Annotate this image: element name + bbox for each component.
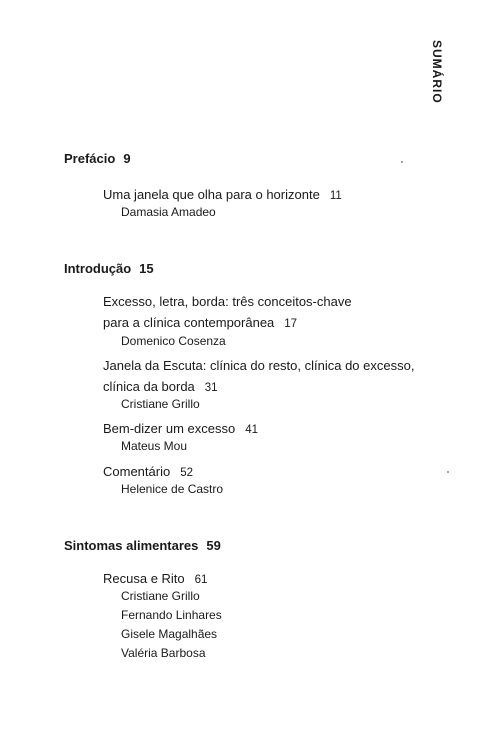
section-heading-introducao (64, 261, 154, 276)
entry-line: Janela da Escuta: clínica do resto, clínica do excesso, (103, 358, 415, 373)
section-heading-sintomas (64, 538, 221, 553)
author: Domenico Cosenza (121, 334, 226, 348)
entry-line: Uma janela que olha para o horizonte (103, 187, 320, 202)
entry-authors (121, 203, 216, 222)
entry-authors (121, 332, 226, 351)
entry-line: clínica da borda (103, 379, 195, 394)
toc-entry (103, 355, 414, 399)
section-title: Prefácio (64, 151, 116, 166)
author: Cristiane Grillo (121, 397, 200, 411)
section-title: Introdução (64, 261, 132, 276)
entry-authors (121, 395, 200, 414)
entry-authors (121, 480, 223, 499)
section-page: 9 (123, 151, 131, 166)
section-page: 15 (139, 261, 154, 276)
section-title: Sintomas alimentares (64, 538, 199, 553)
entry-line: Comentário (103, 464, 171, 479)
page-title: SUMÁRIO (430, 40, 444, 104)
author: Fernando Linhares (121, 608, 222, 622)
section-heading-prefacio (64, 151, 131, 166)
author: Gisele Magalhães (121, 627, 218, 641)
entry-page: 11 (329, 190, 342, 202)
entry-page: 17 (284, 318, 298, 330)
entry-line: para a clínica contemporânea (103, 315, 275, 330)
entry-page: 52 (180, 467, 193, 479)
author: Damasia Amadeo (121, 205, 216, 219)
scan-speck (447, 471, 449, 473)
entry-page: 61 (194, 574, 208, 586)
entry-page: 41 (245, 424, 259, 436)
author: Valéria Barbosa (121, 646, 206, 660)
entry-authors (121, 437, 187, 456)
author: Mateus Mou (121, 439, 188, 453)
entry-authors (121, 587, 222, 663)
toc-entry (103, 291, 352, 335)
author: Helenice de Castro (121, 482, 224, 496)
entry-line: Bem-dizer um excesso (103, 421, 236, 436)
entry-line: Recusa e Rito (103, 571, 185, 586)
scan-speck (401, 161, 403, 163)
entry-page: 31 (204, 382, 218, 394)
section-page: 59 (206, 538, 221, 553)
entry-line: Excesso, letra, borda: três conceitos-chave (103, 294, 352, 309)
author: Cristiane Grillo (121, 589, 200, 603)
